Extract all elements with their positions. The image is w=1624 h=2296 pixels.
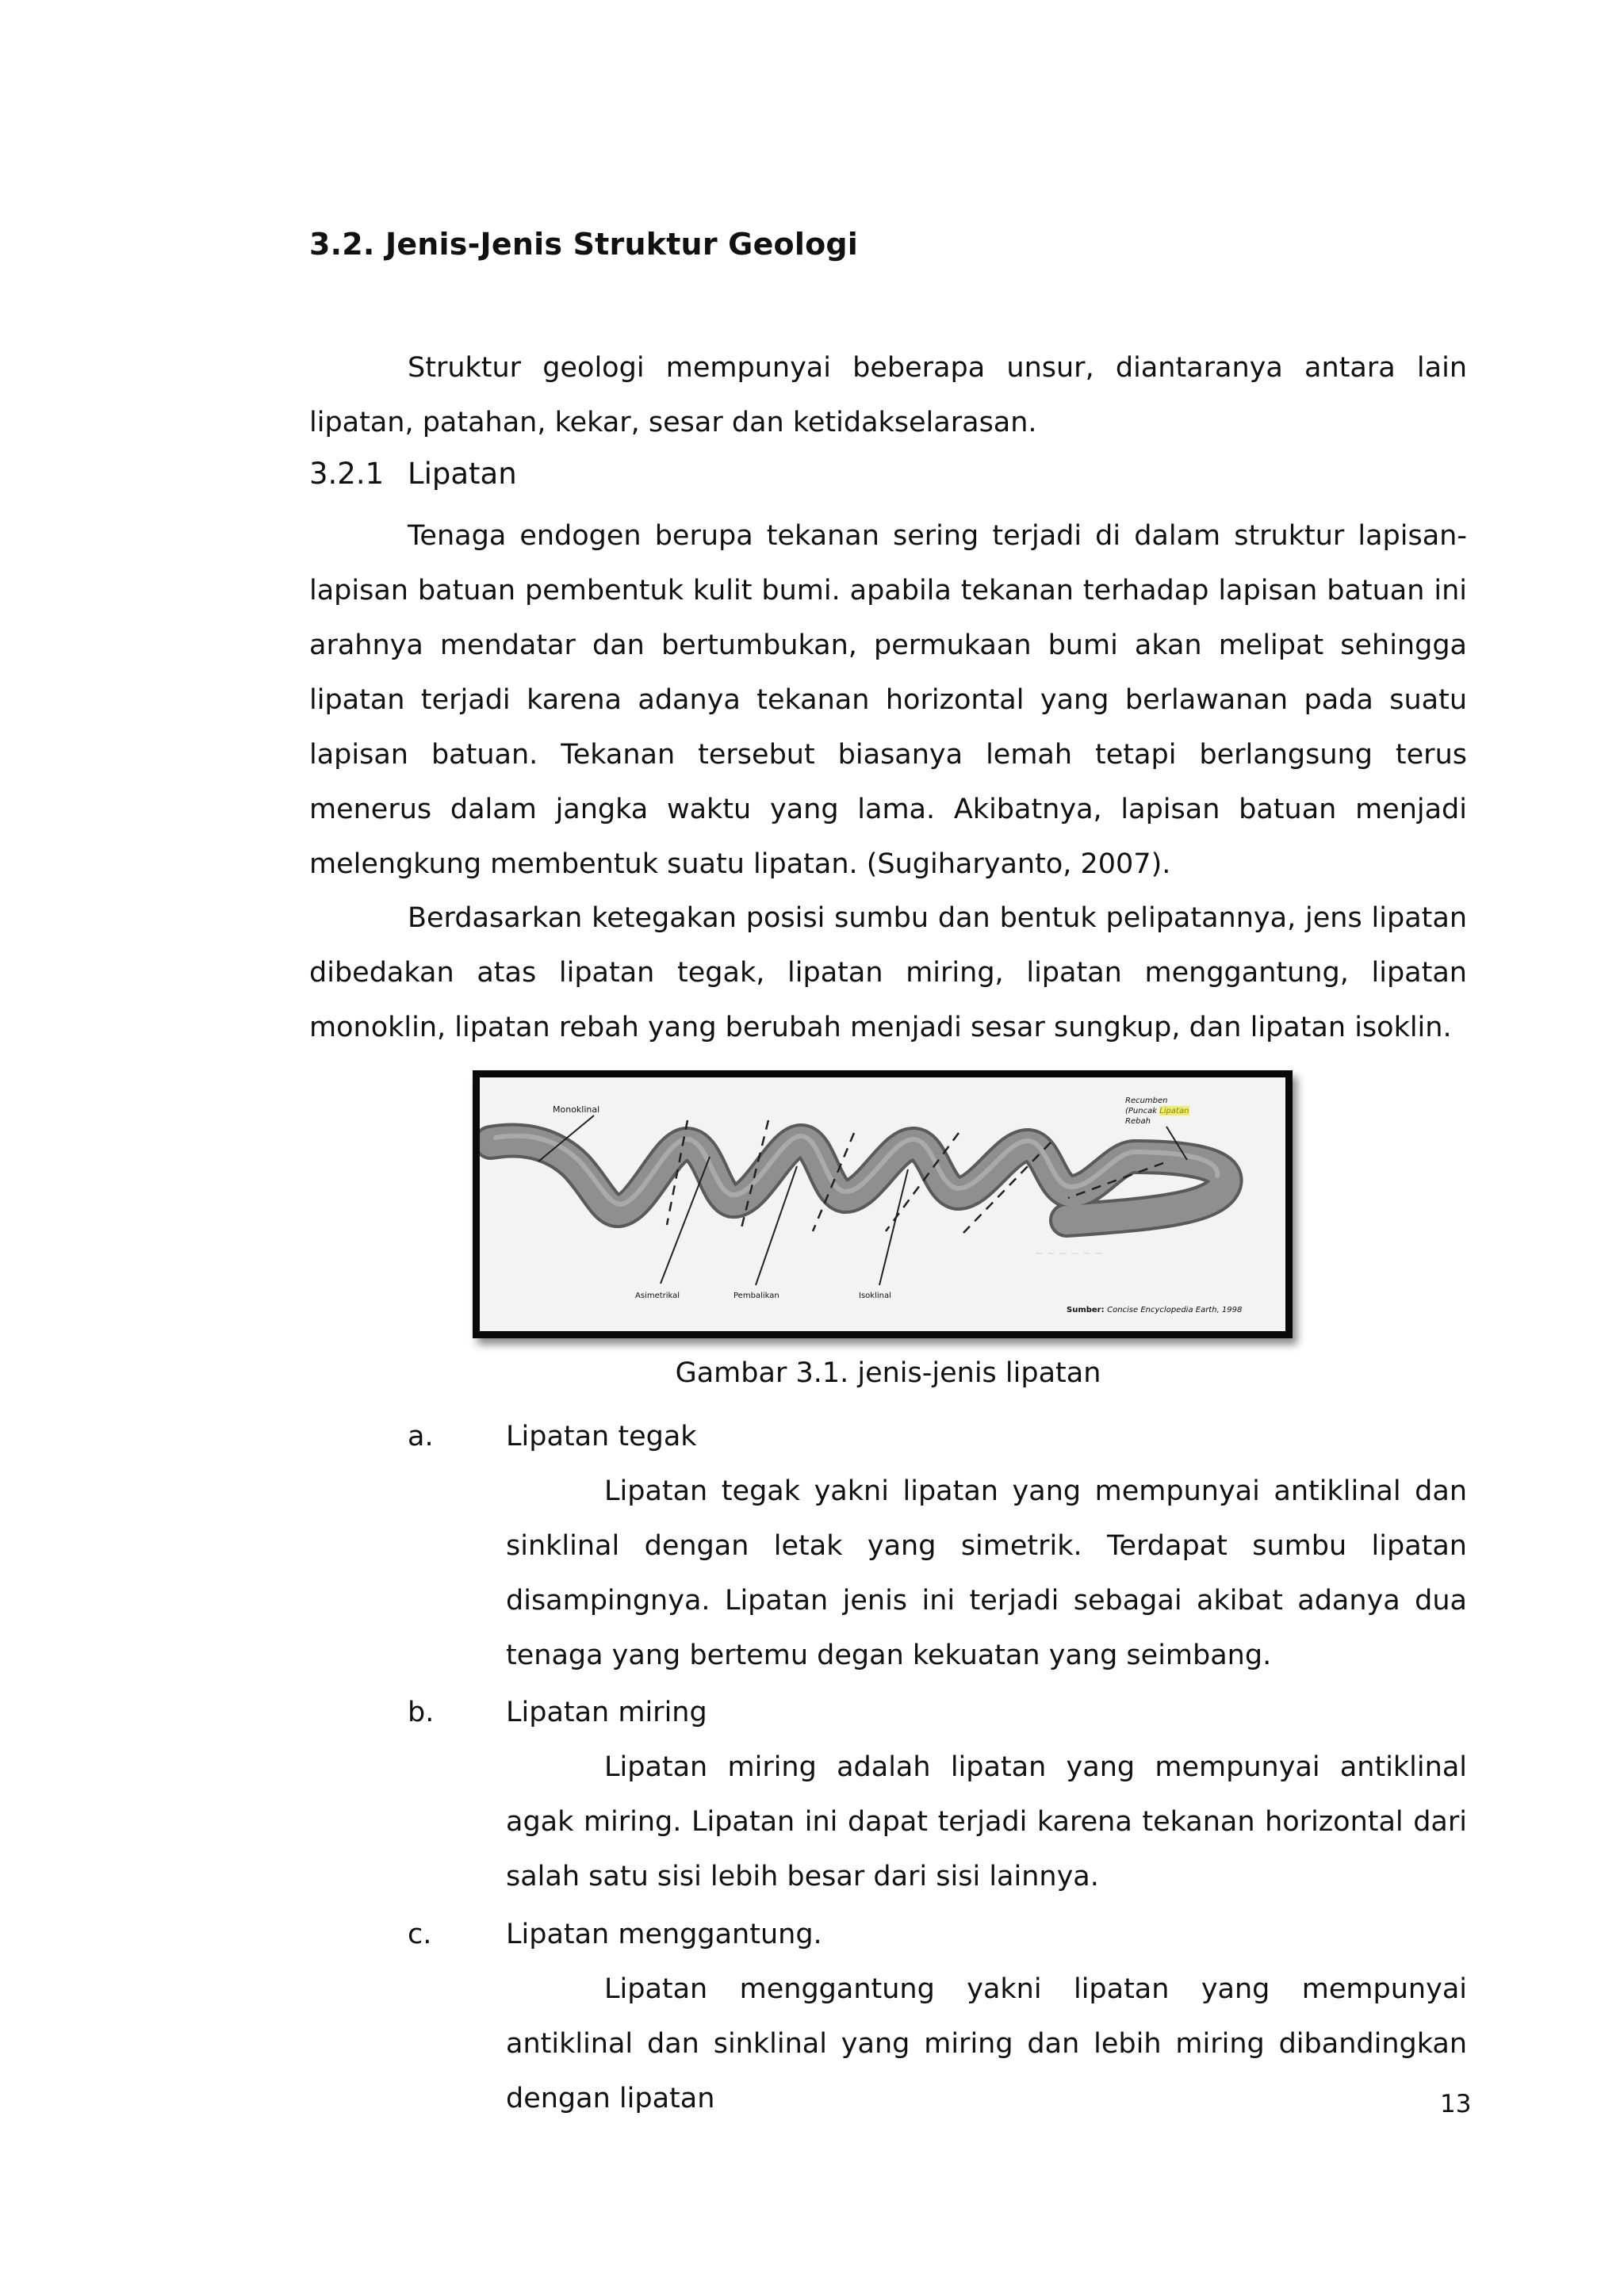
list-item-body: Lipatan miring adalah lipatan yang mempunyai antiklinal agak miring. Lipatan ini dapat terjadi karena tekanan horizontal dari salah satu sisi lebih besar dari sisi lainnya. [506,1751,1467,1892]
list-item-title: Lipatan tegak [506,1421,697,1452]
figure-source: Sumber: Concise Encyclopedia Earth, 1998 [1067,1306,1243,1314]
list-item-letter: a. [408,1421,434,1452]
label-pembalikan: Pembalikan [733,1292,779,1300]
subsection-title: Lipatan [408,457,517,491]
list-item-letter: c. [408,1919,432,1950]
section-heading: 3.2. Jenis-Jenis Struktur Geologi [309,227,859,262]
list-item-body: Lipatan menggantung yakni lipatan yang mempunyai antiklinal dan sinklinal yang miring dan lebih miring dibandingkan dengan lipatan [506,1973,1467,2114]
subsection-heading [309,457,517,491]
label-asimetrikal: Asimetrikal [635,1292,680,1300]
lipatan-paragraph-1: Tenaga endogen berupa tekanan sering terjadi di dalam struktur lapisan-lapisan batuan pembentuk kulit bumi. apabila tekanan terhadap lapisan batuan ini arahnya mendatar dan bertumbukan, permukaan bumi akan melipat sehingga lipatan terjadi karena adanya tekanan horizontal yang berlawanan pada suatu lapisan batuan. Tekanan tersebut biasanya lemah tetapi berlangsung terus menerus dalam jangka waktu yang lama. Akibatnya, lapisan batuan menjadi melengkung membentuk suatu lipatan. (Sugiharyanto, 2007). [309,520,1467,880]
list-item-letter: b. [408,1697,435,1728]
intro-paragraph: Struktur geologi mempunyai beberapa unsur, diantaranya antara lain lipatan, patahan, kekar, sesar dan ketidakselarasan. [309,352,1467,438]
list-item-title: Lipatan miring [506,1697,707,1728]
list-item-body: Lipatan tegak yakni lipatan yang mempunyai antiklinal dan sinklinal dengan letak yang simetrik. Terdapat sumbu lipatan disampingnya. Lipatan jenis ini terjadi sebagai akibat adanya dua tenaga yang bertemu degan kekuatan yang seimbang. [506,1475,1467,1671]
list-item [408,1686,1467,1908]
list-item [408,1410,1467,1686]
subsection-number: 3.2.1 [309,457,385,491]
figure-caption: Gambar 3.1. jenis-jenis lipatan [675,1357,1101,1389]
label-monoklinal: Monoklinal [553,1104,600,1115]
list-item-title: Lipatan menggantung. [506,1919,822,1950]
label-recumbent-3: Rebah [1125,1117,1151,1126]
label-recumbent-1: Recumben [1125,1096,1168,1105]
label-isoklinal: Isoklinal [859,1292,891,1300]
fold-types-figure [473,1070,1293,1338]
lipatan-paragraph-2: Berdasarkan ketegakan posisi sumbu dan bentuk pelipatannya, jens lipatan dibedakan atas lipatan tegak, lipatan miring, lipatan menggantung, lipatan monoklin, lipatan rebah yang berubah menjadi sesar sungkup, dan lipatan isoklin. [309,902,1467,1043]
fold-types-illustration [480,1077,1285,1331]
highlight-mark [1159,1106,1189,1115]
label-recumbent-2: (Puncak [1125,1107,1189,1115]
page-number: 13 [1440,2090,1472,2118]
faint-scan-text: ~ ~ ~ ~ ~ ~ [1035,1248,1104,1260]
